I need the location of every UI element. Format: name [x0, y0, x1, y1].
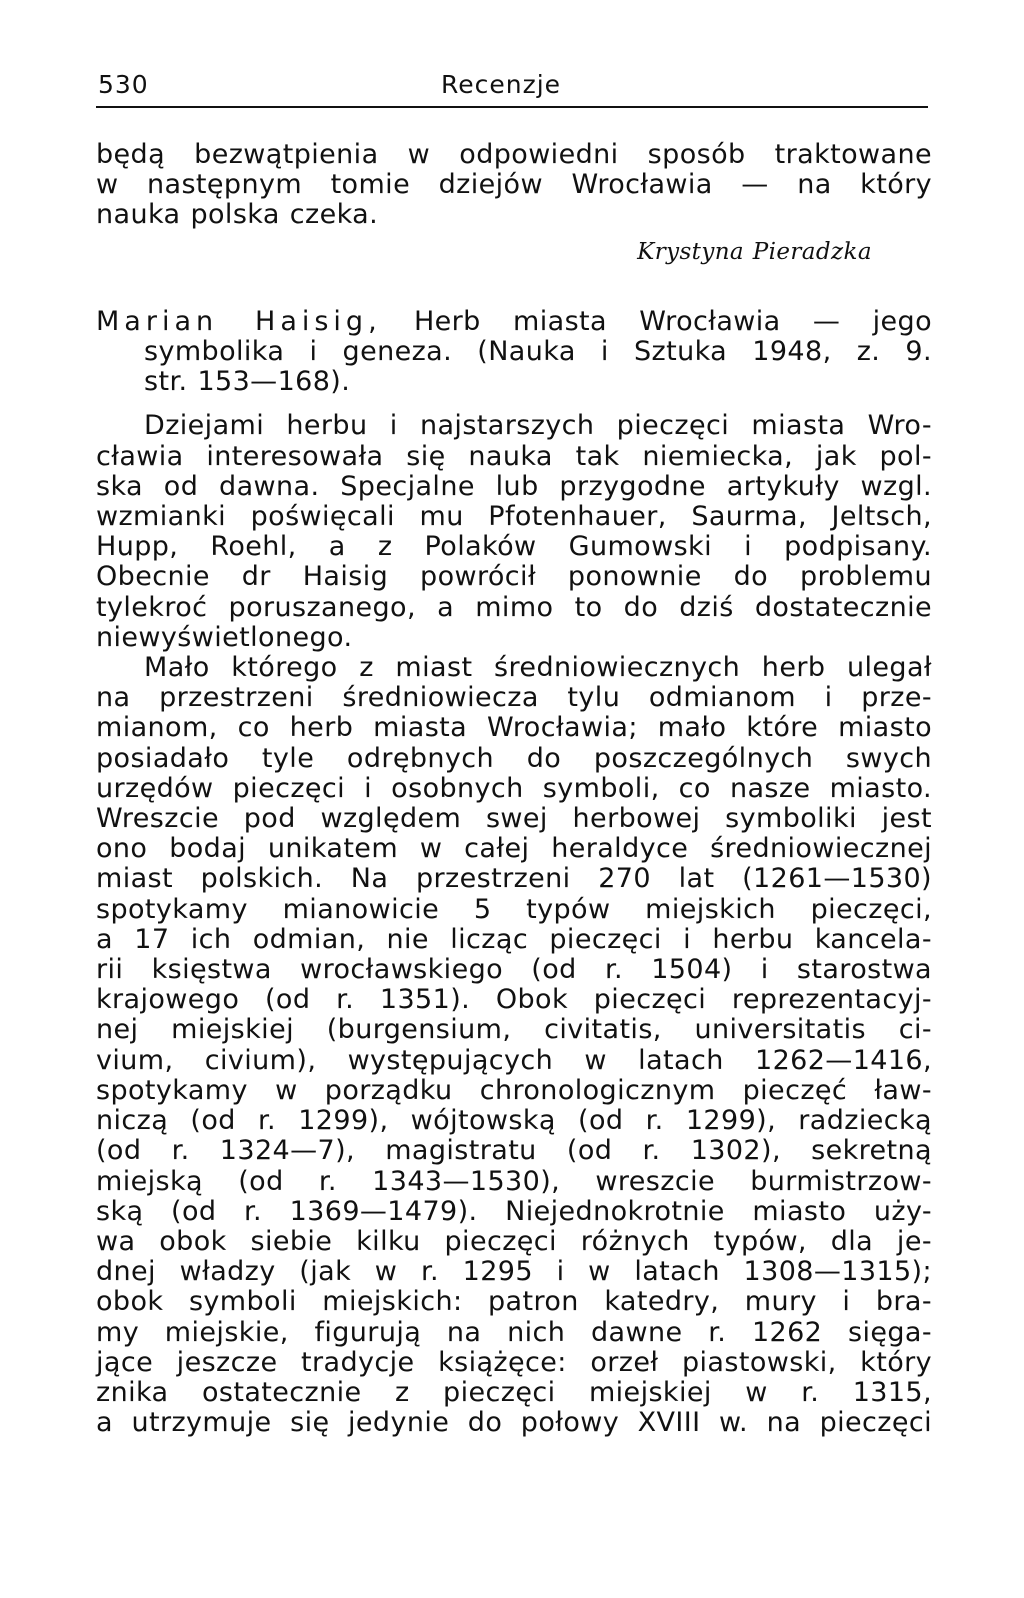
- text-line: spotykamy mianowicie 5 typów miejskich pieczęci,: [96, 893, 932, 925]
- text-line: ską (od r. 1369—1479). Niejednokrotnie miasto uży-: [96, 1195, 932, 1227]
- text-line: nej miejskiej (burgensium, civitatis, universitatis ci-: [96, 1014, 932, 1046]
- text-line: Wreszcie pod względem swej herbowej symboliki jest: [96, 803, 932, 835]
- text-line: miejską (od r. 1343—1530), wreszcie burmistrzow-: [96, 1165, 932, 1197]
- text-line: posiadało tyle odrębnych do poszczególnych swych: [96, 742, 932, 774]
- text-line: niewyświetlonego.: [96, 621, 353, 653]
- reviewed-author: Marian Haisig,: [96, 305, 382, 337]
- heading-line: symbolika i geneza. (Nauka i Sztuka 1948, z. 9.: [144, 336, 932, 368]
- page-body: [96, 140, 932, 1438]
- header-rule: [96, 106, 928, 108]
- heading-line: [96, 307, 932, 337]
- text-line: spotykamy w porządku chronologicznym pieczęć ław-: [96, 1074, 932, 1106]
- reviewed-title: Herb miasta Wrocławia — jego: [381, 305, 932, 337]
- text-line: Hupp, Roehl, a z Polaków Gumowski i podpisany.: [96, 531, 932, 563]
- text-line: (od r. 1324—7), magistratu (od r. 1302), sekretną: [96, 1135, 932, 1167]
- text-line: obok symboli miejskich: patron katedry, mury i bra-: [96, 1286, 932, 1318]
- text-line: jące jeszcze tradycje książęce: orzeł piastowski, który: [96, 1346, 932, 1378]
- text-line: niczą (od r. 1299), wójtowską (od r. 1299), radziecką: [96, 1105, 932, 1137]
- text-line: ono bodaj unikatem w całej heraldyce średniowiecznej: [96, 833, 932, 865]
- text-line: a 17 ich odmian, nie licząc pieczęci i herbu kancela-: [96, 923, 932, 955]
- review-tail-paragraph: [96, 140, 932, 231]
- text-line: cławia interesowała się nauka tak niemiecka, jak pol-: [96, 440, 932, 472]
- page-number: 530: [98, 70, 149, 99]
- text-line: miast polskich. Na przestrzeni 270 lat (1261—1530): [96, 863, 932, 895]
- body-paragraph-1: [96, 411, 932, 653]
- text-line: vium, civium), występujących w latach 1262—1416,: [96, 1044, 932, 1076]
- text-line: urzędów pieczęci i osobnych symboli, co nasze miasto.: [96, 772, 932, 804]
- text-line: Dziejami herbu i najstarszych pieczęci miasta Wro-: [144, 410, 932, 442]
- review-heading: [96, 307, 932, 398]
- text-line: wa obok siebie kilku pieczęci różnych typów, dla je-: [96, 1225, 932, 1257]
- text-line: dnej władzy (jak w r. 1295 i w latach 1308—1315);: [96, 1256, 932, 1288]
- running-head: Recenzje: [441, 70, 562, 99]
- text-line: nauka polska czeka.: [96, 199, 379, 231]
- text-line: krajowego (od r. 1351). Obok pieczęci reprezentacyj-: [96, 984, 932, 1016]
- heading-line: str. 153—168).: [144, 366, 351, 398]
- text-line: mianom, co herb miasta Wrocławia; mało które miasto: [96, 712, 932, 744]
- text-line: my miejskie, figurują na nich dawne r. 1262 sięga-: [96, 1316, 932, 1348]
- reviewer-signature: Krystyna Pieradzka: [637, 238, 872, 265]
- text-line: w następnym tomie dziejów Wrocławia — na który: [96, 169, 932, 201]
- body-paragraph-2: [96, 653, 932, 1438]
- text-line: tylekroć poruszanego, a mimo to do dziś dostatecznie: [96, 591, 932, 623]
- page-header: [96, 64, 928, 112]
- text-line: a utrzymuje się jedynie do połowy XVIII w. na pieczęci: [96, 1407, 932, 1439]
- text-line: Mało którego z miast średniowiecznych herb ulegał: [144, 652, 932, 684]
- text-line: rii księstwa wrocławskiego (od r. 1504) i starostwa: [96, 954, 932, 986]
- text-line: wzmianki poświęcali mu Pfotenhauer, Saurma, Jeltsch,: [96, 501, 932, 533]
- text-line: znika ostatecznie z pieczęci miejskiej w r. 1315,: [96, 1376, 932, 1408]
- text-line: będą bezwątpienia w odpowiedni sposób traktowane: [96, 139, 932, 170]
- text-line: Obecnie dr Haisig powrócił ponownie do problemu: [96, 561, 932, 593]
- text-line: ska od dawna. Specjalne lub przygodne artykuły wzgl.: [96, 470, 932, 502]
- text-line: na przestrzeni średniowiecza tylu odmianom i prze-: [96, 682, 932, 714]
